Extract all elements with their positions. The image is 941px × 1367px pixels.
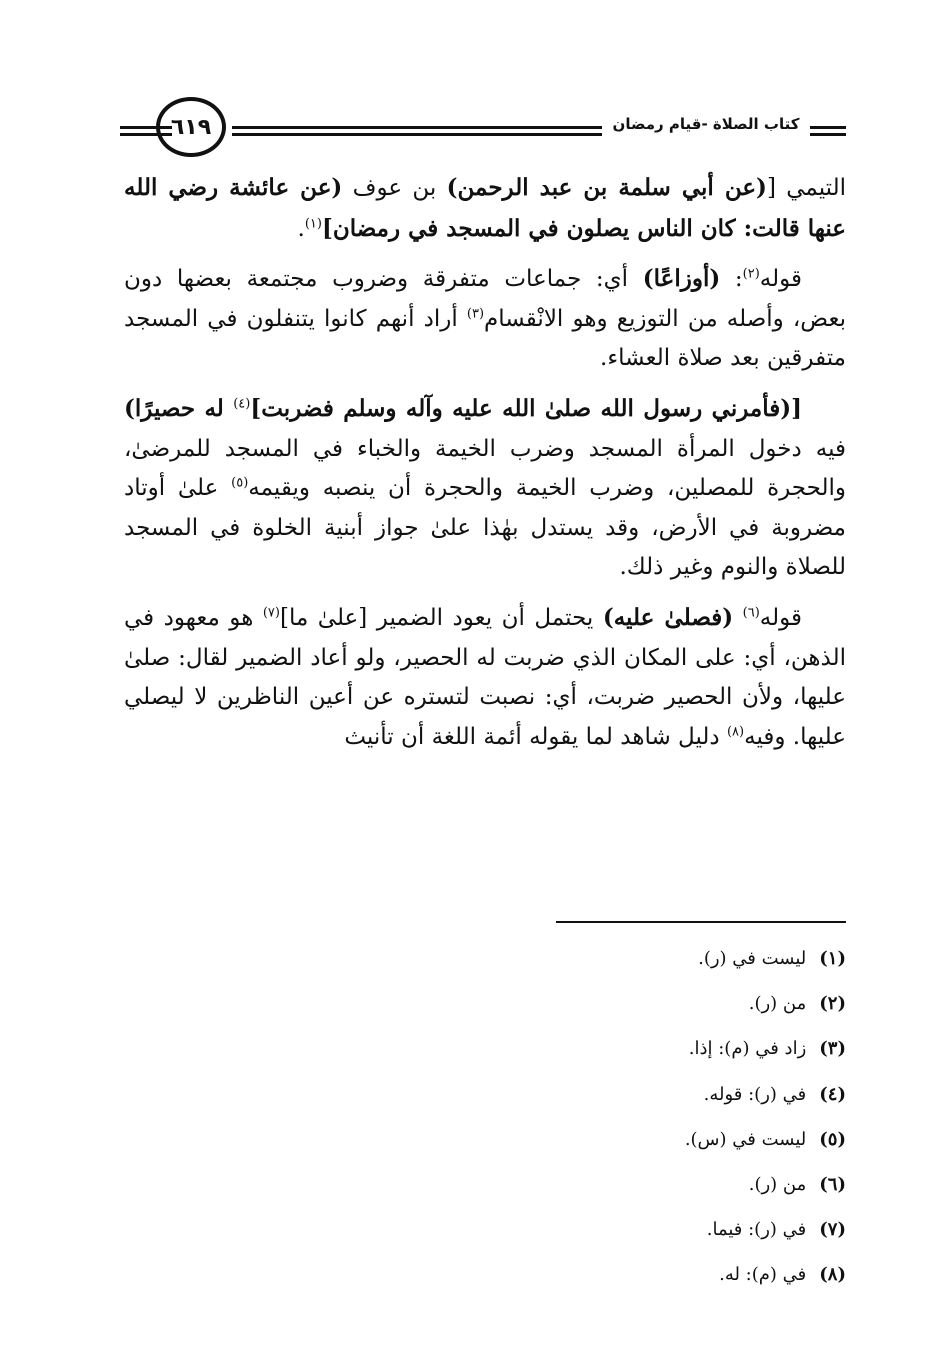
text-run: أي: جماعات متفرقة وضروب مجتمعة بعضها دون بعض، وأصله من التوزيع وهو الانْقسام xyxy=(124,266,846,332)
bold-text-run: (عن أبي سلمة بن عبد الرحمن) xyxy=(446,174,767,201)
footnote-marker: (٣) xyxy=(466,306,485,322)
footnote-marker: (٥) xyxy=(231,475,249,491)
footnote xyxy=(480,1252,846,1297)
footnote xyxy=(480,1117,846,1162)
text-run: فيه دخول المرأة المسجد وضرب الخيمة والخباء في المسجد للمرضىٰ، والحجرة للمصلين، وضرب الخيمة والحجرة أن ينصبه ويقيمه xyxy=(124,435,847,502)
text-run: التيمي [ xyxy=(766,175,846,201)
paragraph xyxy=(124,259,846,379)
page-header xyxy=(120,95,846,170)
text-run xyxy=(733,605,743,631)
footnote-text: زاد في (م): إذا. xyxy=(688,1038,807,1060)
footnote-number: (٤) xyxy=(819,1083,846,1105)
header-rule xyxy=(232,133,602,136)
text-run: . xyxy=(297,215,305,242)
footnote-number: (٨) xyxy=(819,1264,846,1286)
text-run: دليل شاهد لما يقوله أئمة اللغة أن تأنيث xyxy=(344,723,727,750)
footnote-marker: (٤) xyxy=(233,396,251,412)
footnote-number: (٢) xyxy=(819,993,846,1015)
header-rule xyxy=(810,133,846,136)
bold-text-run: [(فأمرني رسول الله صلىٰ الله عليه وآله وسلم فضربت] xyxy=(250,394,803,422)
page-number: ٦١٩ xyxy=(156,97,226,157)
paragraph xyxy=(124,598,846,757)
footnote xyxy=(480,981,846,1026)
bold-text-run: له حصيرًا) xyxy=(124,394,234,422)
footnote xyxy=(480,1162,846,1207)
paragraph xyxy=(124,389,846,588)
footnote-number: (٣) xyxy=(819,1038,846,1060)
footnote-text: من (ر). xyxy=(748,993,807,1015)
footnote-text: من (ر). xyxy=(748,1173,807,1195)
footnote-text: في (ر): فيما. xyxy=(706,1219,807,1241)
header-rule xyxy=(810,126,846,129)
footnote-text: ليست في (س). xyxy=(684,1128,807,1150)
footnote-marker: (٧) xyxy=(262,605,280,621)
header-rule xyxy=(232,126,602,129)
text-run: أراد أنهم كانوا يتنفلون في المسجد متفرقين بعد صلاة العشاء. xyxy=(124,305,846,372)
text-run: هو معهود في الذهن، أي: على المكان الذي ضربت له الحصير، ولو أعاد الضمير لقال: صلىٰ عليها، ولأن الحصير ضربت، أي: نصبت لتستره عن أعين الناظرين لا ليصلي عليها. وفيه xyxy=(124,604,846,750)
footnote-text: ليست في (ر). xyxy=(698,948,807,969)
bold-text-run: (أوزاعًا) xyxy=(642,265,721,293)
text-run: : xyxy=(720,266,743,293)
text-run: بن عوف xyxy=(342,175,447,201)
text-run: قوله xyxy=(759,266,802,293)
footnote xyxy=(480,1072,846,1117)
footnote xyxy=(480,936,846,981)
bold-text-run: (عن عائشة رضي الله عنها قالت: كان الناس يصلون في المسجد في رمضان] xyxy=(124,174,846,242)
footnotes-list xyxy=(480,936,846,1298)
footnote-marker: (١) xyxy=(304,215,322,231)
footnote xyxy=(480,1026,846,1071)
footnote-text: في (م): له. xyxy=(719,1264,807,1286)
footnote-marker: (٨) xyxy=(726,724,745,740)
running-title: كتاب الصلاة -قيام رمضان xyxy=(612,115,800,133)
footnote xyxy=(480,1207,846,1252)
footnote-text: في (ر): قوله. xyxy=(703,1083,807,1105)
footnote-separator xyxy=(556,921,846,923)
text-run: علىٰ أوتاد مضروبة في الأرض، وقد يستدل بهٰذا علىٰ جواز أبنية الخلوة في المسجد للصلاة والنوم وغير ذلك. xyxy=(124,475,846,581)
bold-text-run: (فصلىٰ عليه) xyxy=(602,603,734,631)
footnote-number: (٧) xyxy=(819,1219,846,1241)
footnote-marker: (٦) xyxy=(742,605,760,621)
main-text xyxy=(124,168,846,767)
text-run: قوله xyxy=(759,604,803,631)
footnote-number: (٦) xyxy=(819,1173,846,1195)
footnote-number: (١) xyxy=(819,948,846,969)
paragraph xyxy=(124,168,846,249)
footnote-marker: (٢) xyxy=(742,266,760,282)
text-run: يحتمل أن يعود الضمير [علىٰ ما] xyxy=(279,604,603,631)
footnote-number: (٥) xyxy=(819,1128,846,1150)
